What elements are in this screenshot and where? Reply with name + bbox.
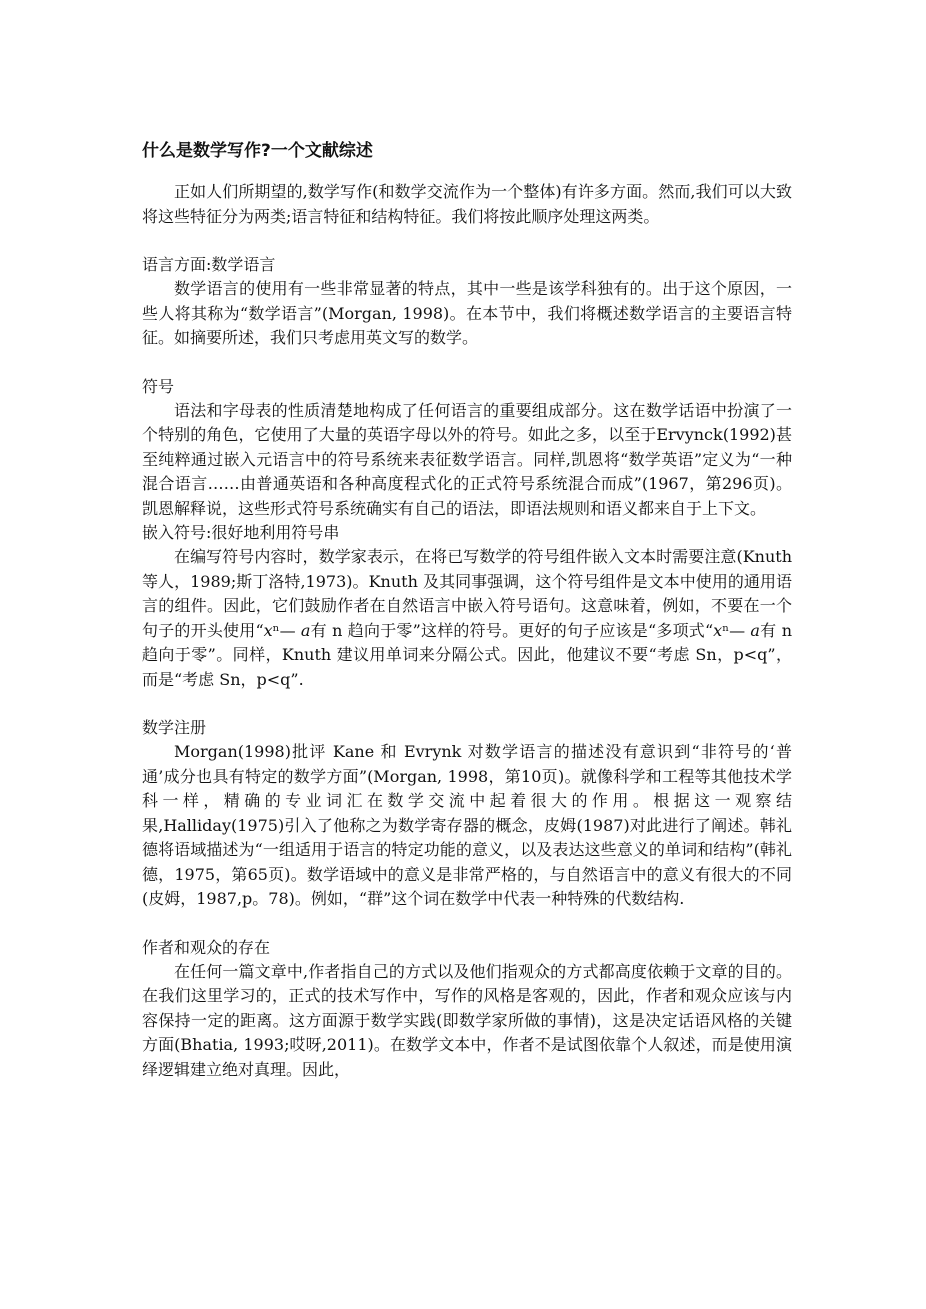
section-paragraph: Morgan(1998)批评 Kane 和 Evrynk 对数学语言的描述没有意识到“非符号的‘普通’成分也具有特定的数学方面”(Morgan, 1998，第10页)。就像科学和工程等其他技术学科一样，精确的专业词汇在数学交流中起着很大的作用。根据这一观察结果,Halliday(1975)引入了他称之为数学寄存器的概念，皮姆(1987)对此进行了阐述。韩礼德将语域描述为“一组适用于语言的特定功能的意义，以及表达这些意义的单词和结构”(韩礼德，1975，第65页)。数学语域中的意义是非常严格的，与自然语言中的意义有很大的不同(皮姆，1987,p。78)。例如，“群”这个词在数学中代表一种特殊的代数结构.: [142, 742, 792, 908]
spacer: [142, 351, 792, 375]
section-math-language: [142, 253, 792, 351]
section-paragraph: 语法和字母表的性质清楚地构成了任何语言的重要组成部分。这在数学话语中扮演了一个特别的角色，它使用了大量的英语字母以外的符号。如此之多，以至于Ervynck(1992)甚至纯粹通过嵌入元语言中的符号系统来表征数学语言。同样,凯恩将“数学英语”定义为“一种混合语言……由普通英语和各种高度程式化的正式符号系统混合而成”(1967，第296页)。凯恩解释说，这些形式符号系统确实有自己的语法，即语法规则和语义都来自于上下文。: [142, 400, 792, 518]
section-heading: 嵌入符号:很好地利用符号串: [142, 523, 340, 542]
section-symbols: [142, 375, 792, 522]
section-heading: 语言方面:数学语言: [142, 255, 276, 274]
section-embedded-symbols: [142, 521, 792, 692]
section-paragraph: 在任何一篇文章中,作者指自己的方式以及他们指观众的方式都高度依赖于文章的目的。在我们这里学习的，正式的技术写作中，写作的风格是客观的，因此，作者和观众应该与内容保持一定的距离。这方面源于数学实践(即数学家所做的事情)，这是决定话语风格的关键方面(Bhatia, 1993;哎呀,2011)。在数学文本中，作者不是试图依靠个人叙述，而是使用演绎逻辑建立绝对真理。因此，: [142, 961, 792, 1079]
intro-paragraph: 正如人们所期望的,数学写作(和数学交流作为一个整体)有许多方面。然而,我们可以大致将这些特征分为两类;语言特征和结构特征。我们将按此顺序处理这两类。: [142, 182, 792, 226]
section-paragraph: 数学语言的使用有一些非常显著的特点，其中一些是该学科独有的。出于这个原因，一些人将其称为“数学语言”(Morgan, 1998)。在本节中，我们将概述数学语言的主要语言特征。如摘要所述，我们只考虑用英文写的数学。: [142, 279, 792, 347]
section-author-audience: [142, 936, 792, 1083]
spacer: [142, 692, 792, 716]
document-page: [142, 138, 792, 1082]
section-heading: 符号: [142, 376, 175, 396]
section-heading: 数学注册: [142, 718, 207, 737]
section-heading: 作者和观众的存在: [142, 937, 271, 957]
section-paragraph: 在编写符号内容时，数学家表示，在将已写数学的符号组件嵌入文本时需要注意(Knuth 等人，1989;斯丁洛特,1973)。Knuth 及其同事强调，这个符号组件是文本中使用的通用语言的组件。因此，它们鼓励作者在自然语言中嵌入符号语句。这意味着，例如，不要在一个句子的开头使用“𝑥ⁿ— 𝑎有 n 趋向于零”这样的符号。更好的句子应该是“多项式“𝑥ⁿ— 𝑎有 n 趋向于零”。同样，Knuth 建议用单词来分隔公式。因此，他建议不要“考虑 Sn，p<q”，而是“考虑 Sn，p<q”.: [142, 547, 792, 689]
spacer: [142, 229, 792, 253]
document-title: 什么是数学写作?一个文献综述: [142, 141, 373, 161]
spacer: [142, 912, 792, 936]
section-math-register: [142, 716, 792, 912]
